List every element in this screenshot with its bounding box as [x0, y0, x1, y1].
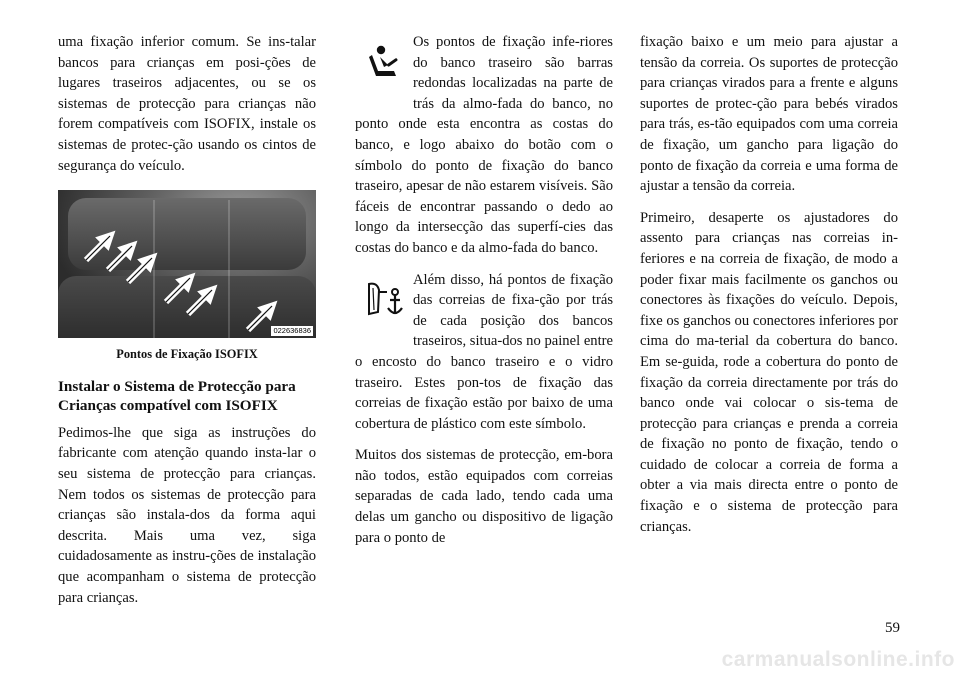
paragraph-isofix-intro: uma fixação inferior comum. Se ins-talar bancos para crianças em posi-ções de lugares traseiros adjacentes, ou se os sistemas de protecção para crianças não forem compatíveis com ISOFIX, instale os sistemas de protec-ção usando os cintos de segurança do veículo. [58, 34, 316, 174]
watermark: carmanualsonline.info [721, 648, 955, 671]
figure-caption: Pontos de Fixação ISOFIX [116, 347, 258, 362]
anchor-arrows [58, 190, 316, 338]
isofix-anchor-photo [58, 190, 316, 338]
paragraph-lower-anchors: Os pontos de fixação infe-riores do banco traseiro são barras redondas localizadas na parte de trás da almo-fada do banco, no ponto onde esta encontra as costas do banco, e logo abaixo do botão com o símbolo do ponto de fixação do banco traseiro, apesar de não estarem visíveis. São fáceis de encontrar passando o dedo ao longo da intersecção das superfí-cies das costas do banco e da almo-fada do banco. [355, 34, 613, 256]
child-seat-lower-anchor-icon [355, 32, 413, 94]
paragraph-steps: Primeiro, desaperte os ajustadores do assento para crianças nas correias in-feriores e na correia de fixação, de modo a poder fixar mais facilmente os ganchos ou conectores às fixações do veículo. Depois, fixe os ganchos ou conectores inferiores por cima do ma-terial da cobertura do banco. Em se-guida, rode a cobertura do ponto de fixação da correia directamente por trás do banco onde vai colocar o sis-tema de protecção para crianças e prenda a correia de fixação no ponto de fixação, tendo o cuidado de colocar a correia de forma a obter a via mais directa entre o ponto de fixação e o sistema de protecção para crianças. [640, 209, 898, 535]
page-number: 59 [885, 620, 900, 636]
section-heading: Instalar o Sistema de Protecção para Crianças compatível com ISOFIX [58, 377, 296, 414]
paragraph-tension: fixação baixo e um meio para ajustar a tensão da correia. Os suportes de protecção para crianças virados para a frente e alguns suportes de protec-ção para bebés virados para trás, es-tão equipados com uma correia de fixação, um gancho para ligação do ponto de fixação da correia e uma forma de ajustar a tensão da correia. [640, 34, 898, 195]
column-right [640, 32, 898, 548]
child-seat-tether-anchor-icon [355, 270, 413, 332]
paragraph-installation: Pedimos-lhe que siga as instruções do fabricante com atenção quando insta-lar o seu sistema de protecção para crianças. Nem todos os sistemas de protecção para crianças são instala-dos da forma aqui descrita. Mais uma vez, siga cuidadosamente as instru-ções de instalação que acompanham o sistema de protecção para crianças. [58, 424, 316, 606]
column-left [58, 32, 316, 619]
paragraph-tether-anchors: Além disso, há pontos de fixação das correias de fixa-ção por trás de cada posição dos bancos traseiros, situa-dos no painel entre o encosto do banco traseiro e o vidro traseiro. Estes pon-tos de fixação das correias de fixação estão por baixo de uma cobertura de plástico com este símbolo. [355, 271, 613, 432]
figure-code: 022636836 [273, 326, 311, 336]
paragraph-restraint-straps: Muitos dos sistemas de protecção, em-bora não todos, estão equipados com correias separadas de cada lado, tendo cada uma delas um gancho ou dispositivo de ligação para o ponto de [355, 447, 613, 546]
column-middle [355, 32, 613, 559]
